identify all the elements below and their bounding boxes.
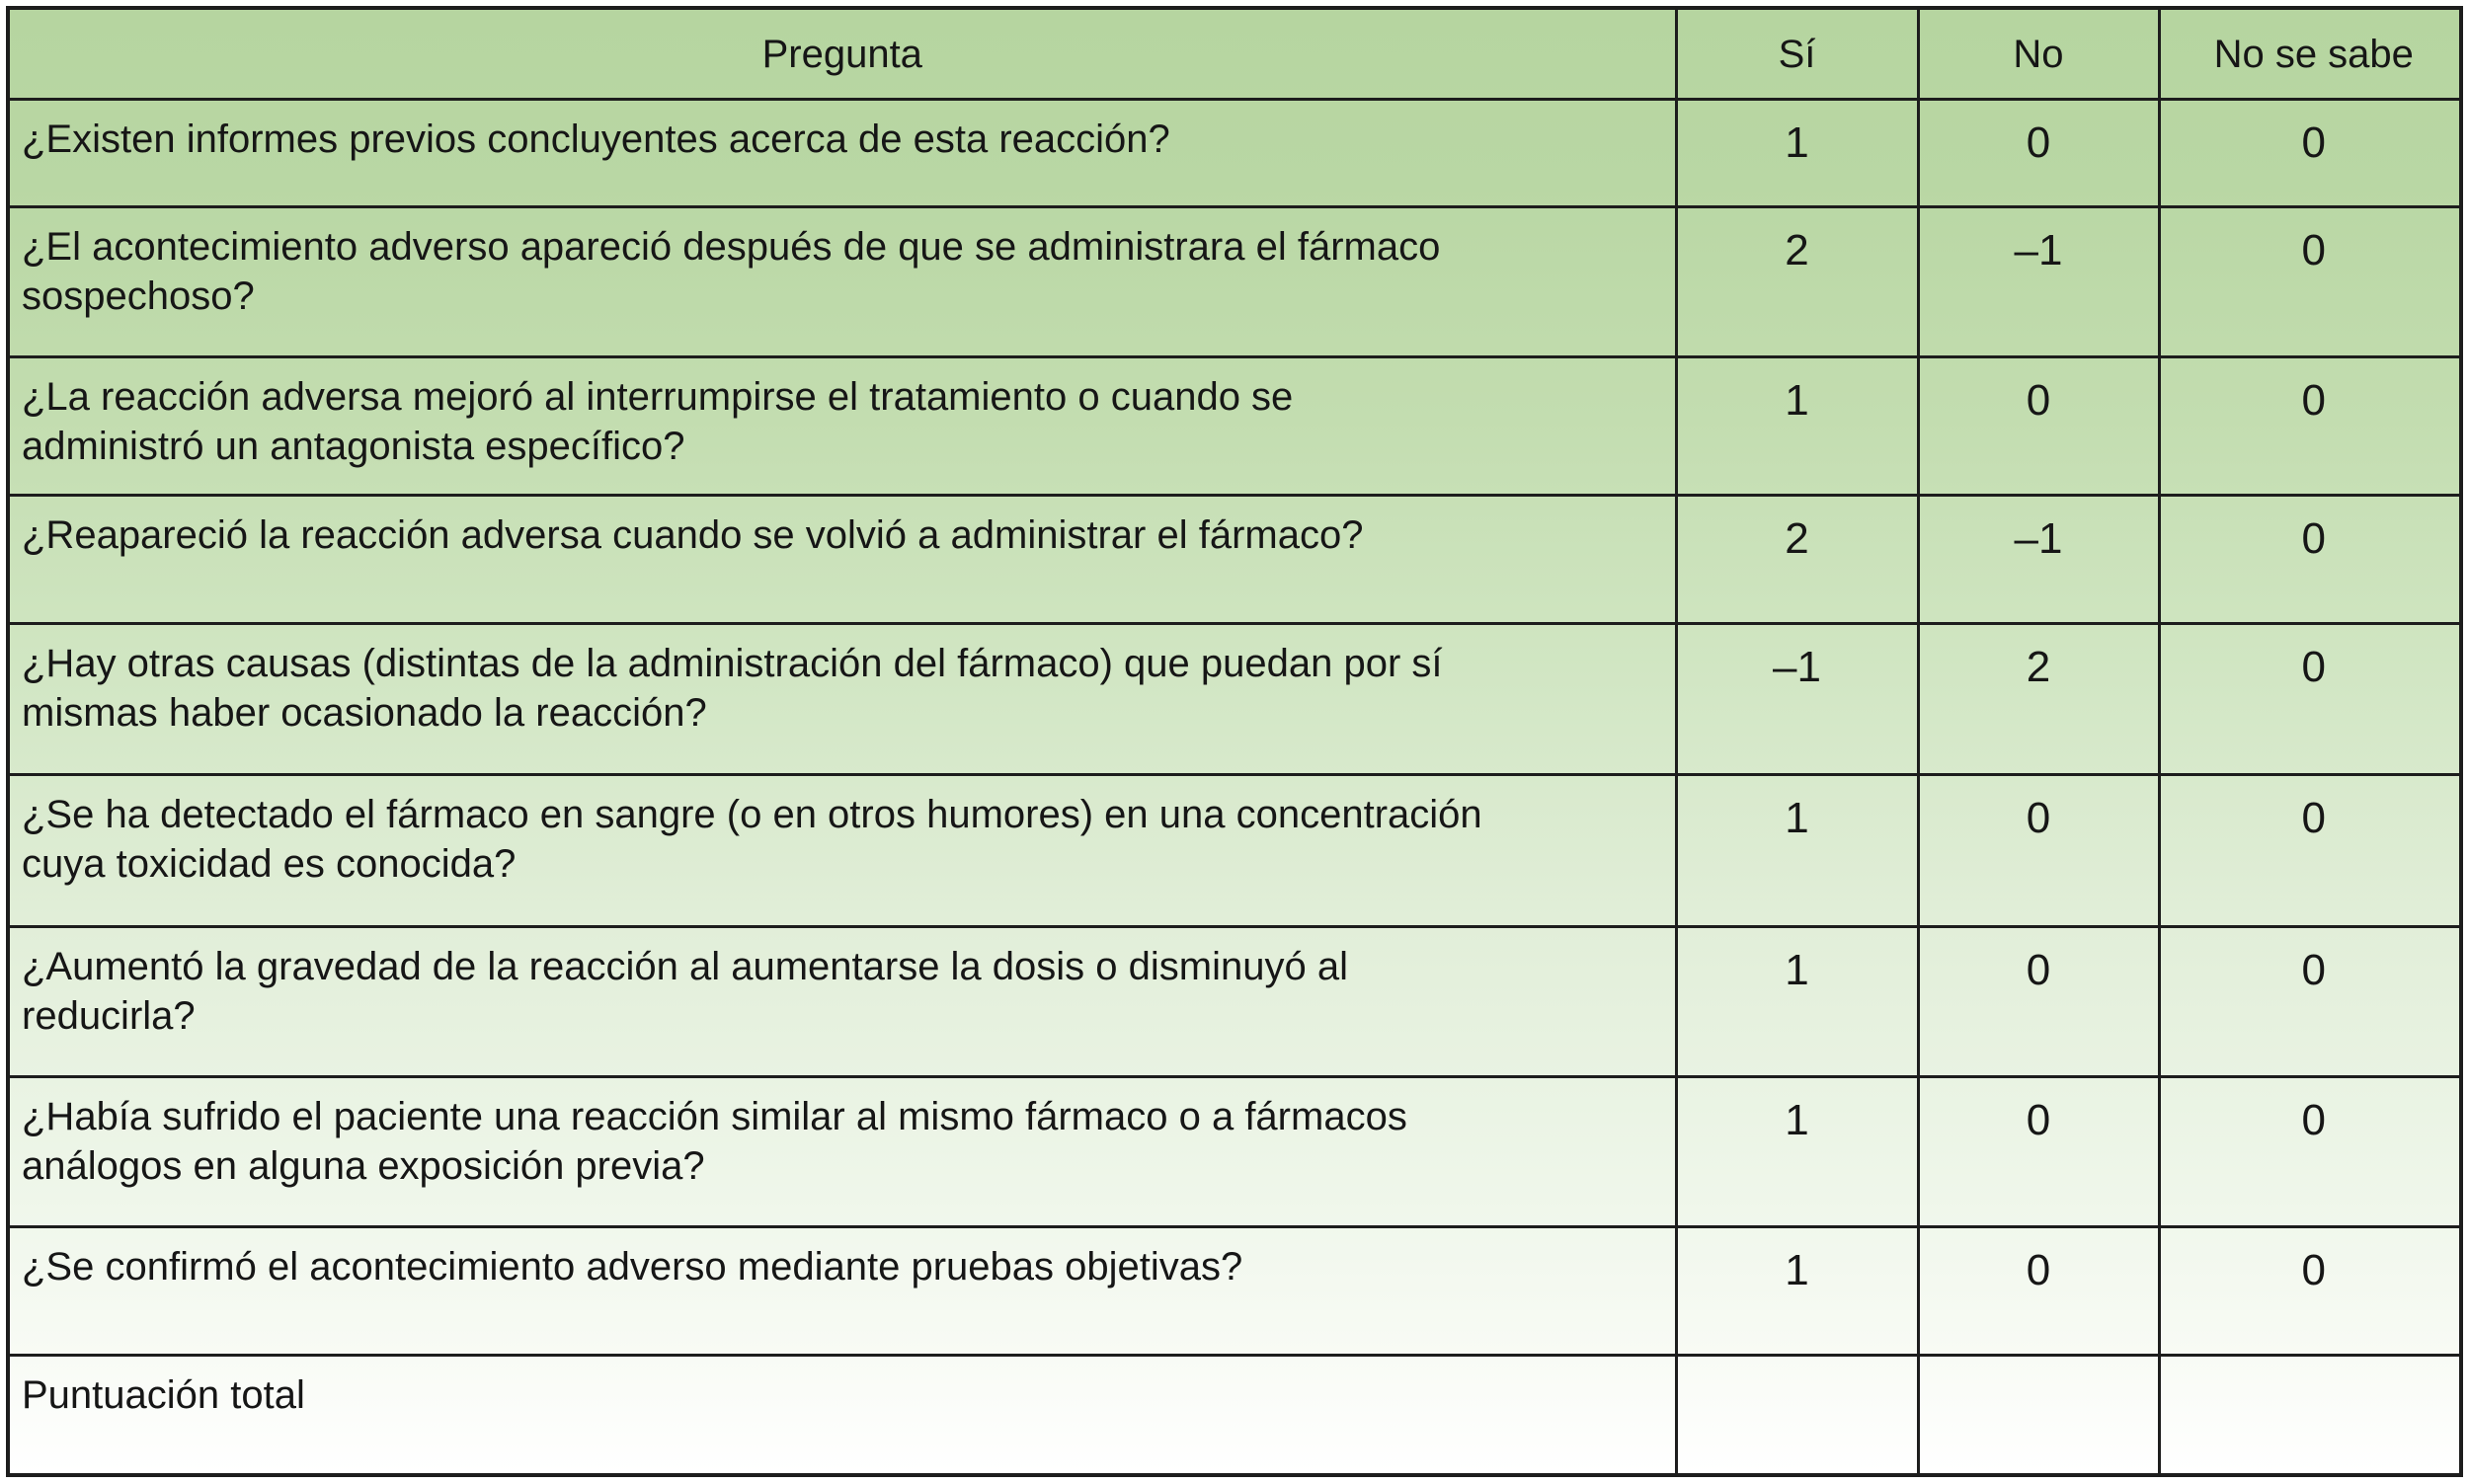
row-question: ¿La reacción adversa mejoró al interrumpirse el tratamiento o cuando se administró un antagonista específico? xyxy=(22,374,1294,468)
score-no: –1 xyxy=(1918,206,2159,356)
score-no: 2 xyxy=(1918,623,2159,774)
score-yes: 1 xyxy=(1676,99,1918,206)
score-unknown: 0 xyxy=(2159,774,2463,926)
row-question: ¿Aumentó la gravedad de la reacción al aumentarse la dosis o disminuyó al reducirla? xyxy=(22,944,1348,1038)
score-yes: 1 xyxy=(1676,774,1918,926)
score-yes: 1 xyxy=(1676,1226,1918,1355)
row-question: ¿El acontecimiento adverso apareció después de que se administrara el fármaco sospechoso? xyxy=(22,224,1441,318)
table-row xyxy=(10,926,2463,1076)
total-unknown xyxy=(2159,1355,2463,1473)
table-row xyxy=(10,356,2463,495)
score-unknown: 0 xyxy=(2159,1076,2463,1226)
score-no: –1 xyxy=(1918,495,2159,623)
score-unknown: 0 xyxy=(2159,926,2463,1076)
table-row xyxy=(10,99,2463,206)
score-no: 0 xyxy=(1918,1226,2159,1355)
score-unknown: 0 xyxy=(2159,1226,2463,1355)
table-row xyxy=(10,206,2463,356)
score-yes: –1 xyxy=(1676,623,1918,774)
header-row xyxy=(10,10,2463,99)
score-no: 0 xyxy=(1918,926,2159,1076)
score-unknown: 0 xyxy=(2159,206,2463,356)
row-question: ¿Se ha detectado el fármaco en sangre (o en otros humores) en una concentración cuya toxicidad es conocida? xyxy=(22,792,1482,886)
score-yes: 1 xyxy=(1676,356,1918,495)
table-row xyxy=(10,623,2463,774)
score-table-container xyxy=(6,6,2463,1477)
header-no: No xyxy=(1918,10,2159,99)
score-unknown: 0 xyxy=(2159,623,2463,774)
score-no: 0 xyxy=(1918,1076,2159,1226)
table-row xyxy=(10,1226,2463,1355)
table-row xyxy=(10,495,2463,623)
score-unknown: 0 xyxy=(2159,356,2463,495)
score-unknown: 0 xyxy=(2159,495,2463,623)
score-yes: 2 xyxy=(1676,495,1918,623)
causality-score-table xyxy=(10,10,2463,1473)
header-yes: Sí xyxy=(1676,10,1918,99)
total-label: Puntuación total xyxy=(10,1355,1676,1473)
table-row xyxy=(10,1076,2463,1226)
row-question: ¿Había sufrido el paciente una reacción similar al mismo fármaco o a fármacos análogos en alguna exposición previa? xyxy=(22,1094,1407,1188)
header-question: Pregunta xyxy=(10,10,1676,99)
row-question: ¿Reapareció la reacción adversa cuando se volvió a administrar el fármaco? xyxy=(22,512,1364,557)
row-question: ¿Existen informes previos concluyentes acerca de esta reacción? xyxy=(22,117,1170,161)
score-unknown: 0 xyxy=(2159,99,2463,206)
score-yes: 2 xyxy=(1676,206,1918,356)
row-question: ¿Hay otras causas (distintas de la administración del fármaco) que puedan por sí mismas haber ocasionado la reacción? xyxy=(22,641,1443,735)
total-row xyxy=(10,1355,2463,1473)
table-row xyxy=(10,774,2463,926)
total-yes xyxy=(1676,1355,1918,1473)
row-question: ¿Se confirmó el acontecimiento adverso mediante pruebas objetivas? xyxy=(22,1244,1243,1289)
score-no: 0 xyxy=(1918,356,2159,495)
score-yes: 1 xyxy=(1676,926,1918,1076)
total-no xyxy=(1918,1355,2159,1473)
score-no: 0 xyxy=(1918,774,2159,926)
header-unknown: No se sabe xyxy=(2159,10,2463,99)
score-yes: 1 xyxy=(1676,1076,1918,1226)
score-no: 0 xyxy=(1918,99,2159,206)
